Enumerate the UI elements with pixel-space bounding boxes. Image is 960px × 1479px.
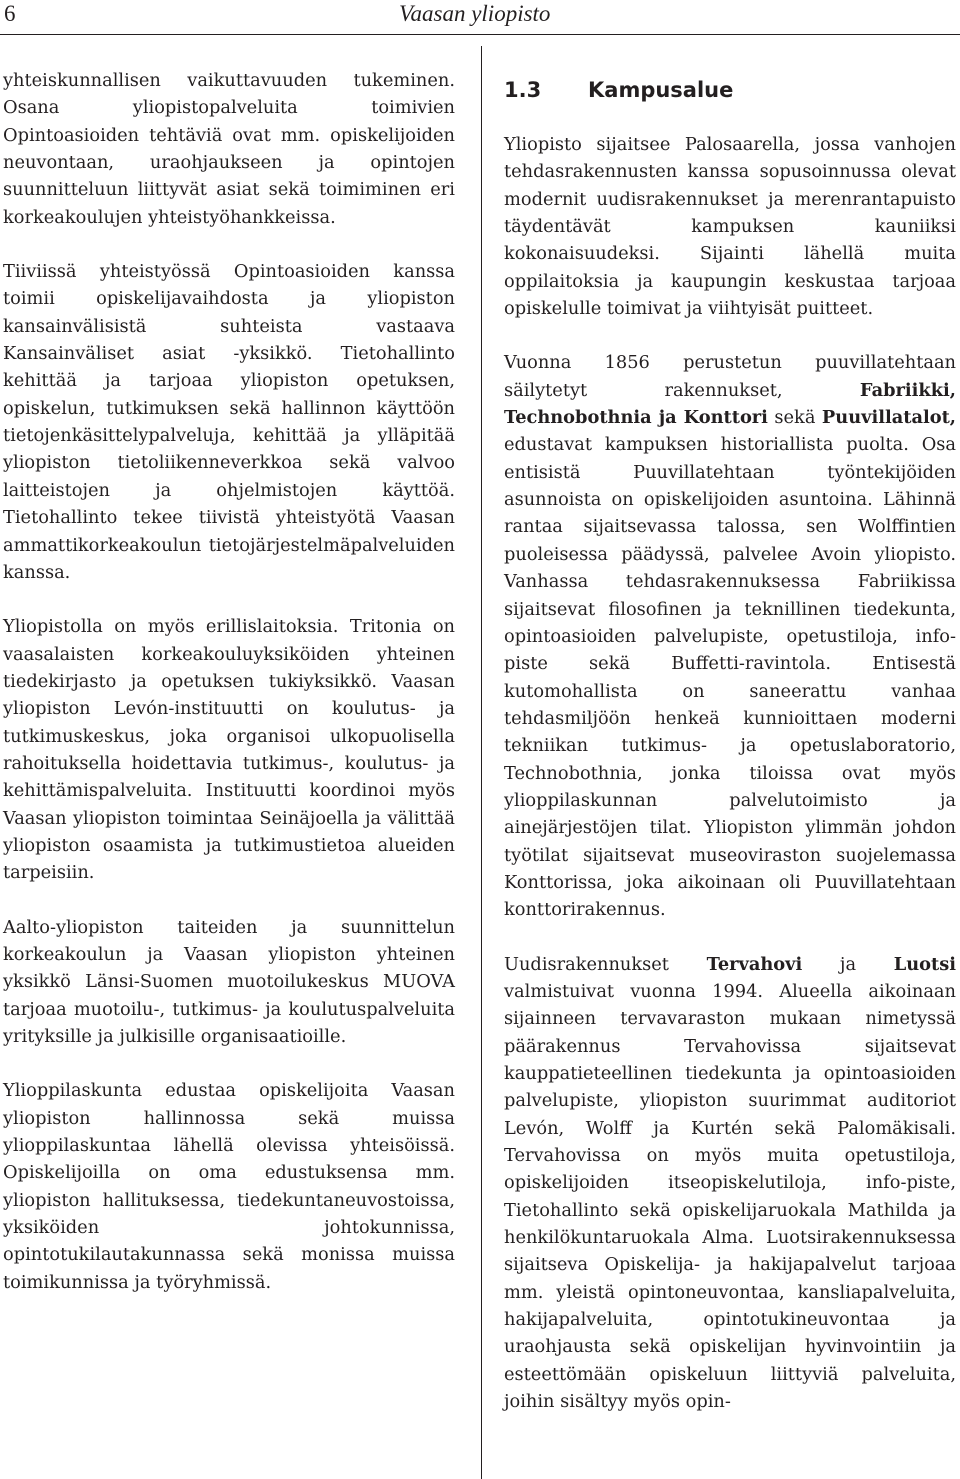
paragraph: Yliopistolla on myös erillislaitoksia. Tritonia on vaasalaisten korkeakouluyksiköiden yhteinen tiedekirjasto ja opetuksen tukiyksikkö. Vaasan yliopiston Levón-instituutti on koulutus- ja tutkimuskeskus, joka organisoi ulkopuolisella rahoituksella hoidettavia tutkimus-, koulutus- ja kehittämispalveluita. Instituutti koordinoi myös Vaasan yliopiston toimintaa Seinäjoella ja välittää yliopiston osaamista ja tutkimustietoa alueiden tarpeisiin. (3, 616, 455, 884)
page-number: 6 (4, 1, 16, 26)
header-rule (0, 34, 960, 35)
running-head: Vaasan yliopisto (399, 1, 551, 26)
paragraph (504, 349, 956, 923)
paragraph: Aalto-yliopiston taiteiden ja suunnittelun korkeakoulun ja Vaasan yliopiston yhteinen yksikkö Länsi-Suomen muotoilukeskus MUOVA tarjoaa muotoilu-, tutkimus- ja koulutuspalveluita yrityksille ja julkisille organisaatioille. (3, 916, 455, 1047)
bold-building-name: Tervahovi (706, 953, 803, 975)
bold-building-name: Puuvillatalot, (821, 407, 956, 429)
text-run: ja (802, 953, 894, 975)
paragraph: Ylioppilaskunta edustaa opiskelijoita Vaasan yliopiston hallinnossa sekä muissa ylioppilaskuntaa lähellä olevissa yhteisöissä. Opiskelijoilla on oma edustuksensa mm. yliopiston hallituksessa, tiedekuntaneuvostoissa, yksiköiden johtokunnissa, opintotukilautakunnassa sekä monissa muissa toimikunnissa ja työryhmissä. (3, 1080, 455, 1293)
right-column (504, 131, 956, 1415)
column-divider (481, 46, 482, 1479)
left-column (3, 67, 455, 1296)
paragraph: Yliopisto sijaitsee Palosaarella, jossa vanhojen tehdasrakennusten kanssa sopusoinnussa olevat modernit uudisrakennukset ja merenrantapuisto täydentävät kampuksen kauniiksi kokonaisuudeksi. Sijainti lähellä muita oppilaitoksia ja kaupungin keskustaa tarjoaa opiskelulle toimivat ja viihtyisät puitteet. (504, 134, 956, 320)
section-number: 1.3 (504, 78, 542, 102)
bold-building-names: Fabriikki, Technobothnia ja Konttori (504, 379, 956, 429)
section-heading (504, 74, 956, 108)
section-title: Kampusalue (588, 78, 734, 102)
text-run: valmistuivat vuonna 1994. Alueella aikoinaan sijainneen tervavaraston mukaan nimetyssä päärakennus Tervahovissa sijaitsevat kauppatieteellinen tiedekunta ja opintoasioiden palvelupiste, yliopiston suurimmat auditoriot Levón, Wolff ja Kurtén sekä Palomäkisali. Tervahovissa on myös muita opetustiloja, opiskelijoiden itseopiskelutiloja, info-piste, Tietohallinto sekä opiskelijaruokala Mathilda ja henkilökuntaruokala Alma. Luotsirakennuksessa sijaitseva Opiskelija- ja hakijapalvelut tarjoaa mm. yleistä opintoneuvontaa, kansliapalveluita, hakijapalveluita, opintotukineuvontaa ja uraohjausta sekä opiskelijan hyvinvointiin ja esteettömään opiskeluun liittyviä palveluita, joihin sisältyy myös opin- (504, 980, 956, 1413)
text-run: sekä (767, 407, 822, 429)
bold-building-name: Luotsi (893, 953, 957, 975)
page-header (0, 0, 960, 40)
text-run: edustavat kampuksen historiallista puolta. Osa entisistä Puuvillatehtaan työntekijöiden asunnoista on opiskelijoiden asuntoina. Lähinnä rantaa sijaitsevassa talossa, sen Wolffintien puoleisessa päädyssä, palvelee Avoin yliopisto. Vanhassa tehdasrakennuksessa Fabriikissa sijaitsevat filosofinen ja teknillinen tiedekunta, opintoasioiden palvelupiste, opetustiloja, info-piste sekä Buffetti-ravintola. Entisestä kutomohallista on saneerattu vanhaa tehdasmiljöön henkeä kunnioittaen moderni tekniikan tutkimus- ja opetuslaboratorio, Technobothnia, jonka tiloissa ovat myös ylioppilaskunnan palvelutoimisto ja ainejärjestöjen tilat. Yliopiston ylimmän johdon työtilat sijaitsevat museoviraston suojelemassa Konttorissa, joka aikoinaan oli Puuvillatehtaan konttorirakennus. (504, 434, 956, 921)
text-run: Uudisrakennukset (504, 953, 707, 975)
paragraph: yhteiskunnallisen vaikuttavuuden tukeminen. Osana yliopistopalveluita toimivien Opintoasioiden tehtäviä ovat mm. opiskelijoiden neuvontaan, uraohjaukseen ja opintojen suunnitteluun liittyvät asiat sekä toimiminen eri korkeakoulujen yhteistyöhankkeissa. (3, 70, 455, 228)
text-run: Vuonna 1856 perustetun puuvillatehtaan säilytetyt rakennukset, (504, 352, 956, 401)
paragraph (504, 951, 956, 1416)
paragraph: Tiiviissä yhteistyössä Opintoasioiden kanssa toimii opiskelijavaihdosta ja yliopiston kansainvälisistä suhteista vastaava Kansainväliset asiat -yksikkö. Tietohallinto kehittää ja tarjoaa yliopiston opetuksen, opiskelun, tutkimuksen sekä hallinnon käyttöön tietojenkäsittelypalveluja, kehittää ja ylläpitää yliopiston tietoliikenneverkkoa sekä valvoo laitteistojen ja ohjelmistojen käyttöä. Tietohallinto tekee tiivistä yhteistyötä Vaasan ammattikorkeakoulun tietojärjestelmäpalveluiden kanssa. (3, 261, 455, 583)
